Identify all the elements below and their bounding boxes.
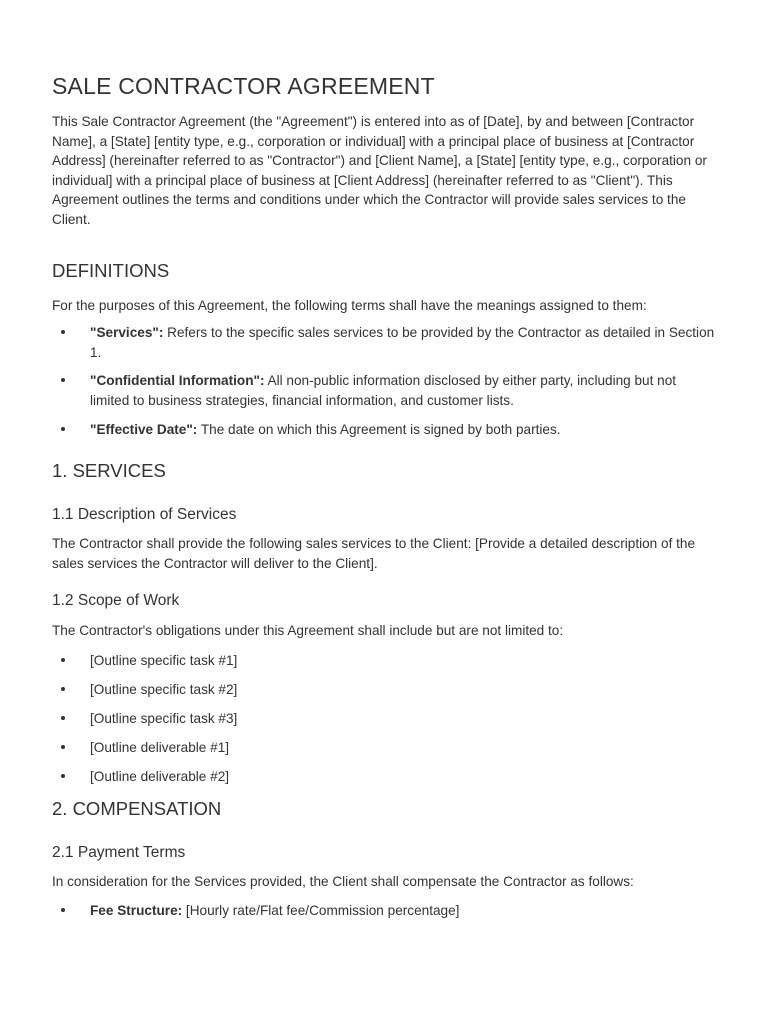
definition-text: Refers to the specific sales services to be provided by the Contractor as detailed in Section 1. (90, 325, 715, 360)
scope-paragraph: The Contractor's obligations under this Agreement shall include but are not limited to: (52, 623, 564, 639)
list-item (52, 651, 718, 671)
list-item (52, 709, 718, 729)
definitions-heading: DEFINITIONS (52, 259, 170, 281)
intro-paragraph: This Sale Contractor Agreement (the "Agreement") is entered into as of [Date], by and between [Contractor Name], a [State] [entity type, e.g., corporation or individual] with a principal place of business at [Contractor Address] (hereinafter referred to as "Contractor") and [Client Name], a [State] [entity type, e.g., corporation or individual] with a principal place of business at [Client Address] (hereinafter referred to as "Client"). This Agreement outlines the terms and conditions under which the Contractor will provide sales services to the Client. (52, 114, 707, 227)
subsection-heading-scope: 1.2 Scope of Work (52, 592, 180, 610)
bullet-icon (61, 716, 65, 720)
bullet-icon (61, 908, 65, 912)
payment-text: [Hourly rate/Flat fee/Commission percentage] (182, 903, 460, 919)
bullet-icon (61, 745, 65, 749)
bullet-icon (61, 378, 65, 382)
document-title: SALE CONTRACTOR AGREEMENT (52, 73, 435, 99)
payment-terms-paragraph: In consideration for the Services provided, the Client shall compensate the Contractor as follows: (52, 873, 634, 889)
definition-text: The date on which this Agreement is signed by both parties. (197, 421, 561, 437)
definition-term: "Confidential Information": (90, 373, 265, 389)
scope-item-text: [Outline specific task #1] (90, 652, 238, 668)
bullet-icon (61, 658, 65, 662)
bullet-icon (61, 687, 65, 691)
bullet-icon (61, 427, 65, 431)
scope-item-text: [Outline deliverable #2] (90, 769, 230, 785)
definitions-list (52, 323, 718, 439)
subsection-heading-description: 1.1 Description of Services (52, 506, 237, 524)
scope-item-text: [Outline specific task #2] (90, 682, 238, 697)
list-item (52, 767, 718, 787)
definition-term: "Effective Date": (90, 421, 198, 437)
description-paragraph: The Contractor shall provide the following sales services to the Client: [Provide a detailed description of the sales services the Contractor will deliver to the Client]. (52, 536, 696, 571)
list-item (52, 420, 718, 440)
list-item (52, 680, 718, 700)
list-item (52, 323, 718, 362)
payment-list (52, 901, 718, 921)
list-item (52, 371, 718, 410)
definition-term: "Services": (90, 325, 164, 341)
list-item (52, 738, 718, 758)
definitions-lead: For the purposes of this Agreement, the following terms shall have the meanings assigned to them: (52, 297, 647, 313)
definition-text: All non-public information disclosed by either party, including but not limited to business strategies, financial information, and customer lists. (90, 373, 677, 408)
subsection-heading-payment-terms: 2.1 Payment Terms (52, 843, 186, 861)
scope-list (52, 651, 718, 787)
bullet-icon (61, 774, 65, 778)
bullet-icon (61, 330, 65, 334)
payment-term: Fee Structure: (90, 903, 183, 919)
section-heading-compensation: 2. COMPENSATION (52, 797, 222, 819)
scope-item-text: [Outline deliverable #1] (90, 740, 230, 756)
scope-item-text: [Outline specific task #3] (90, 711, 238, 727)
section-heading-services: 1. SERVICES (52, 460, 166, 482)
list-item (52, 901, 718, 921)
